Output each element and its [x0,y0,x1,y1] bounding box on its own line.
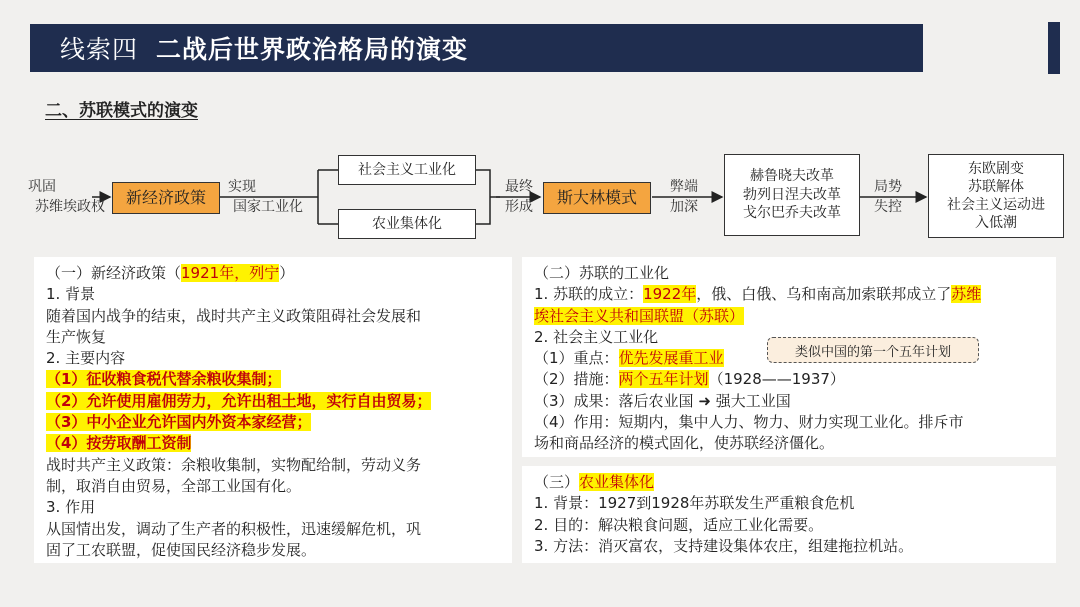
nep-heading [46,263,500,284]
section-title: 二、苏联模式的演变 [45,101,198,121]
measure-line [534,369,1044,390]
panel-nep [34,257,512,563]
focus-prefix: （1）重点： [534,349,619,368]
flow-label-loss-2: 失控 [874,198,902,215]
est-middle: ，俄、白俄、乌和南高加索联邦成立了 [696,285,952,304]
flow-label-flaws-2: 加深 [670,198,698,215]
nep-background-title: 1. 背景 [46,285,96,304]
collective-background: 1. 背景：1927到1928年苏联发生严重粮食危机 [534,494,855,513]
war-communism-text: 战时共产主义政策：余粮收集制，实物配给制，劳动义务 [46,455,422,474]
arrow-right-icon: ➜ [698,391,711,410]
flow-label-final-1: 最终 [505,179,533,195]
nep-heading-end: ） [279,264,295,282]
nep-content-title: 2. 主要内容 [46,349,126,368]
collective-heading-highlight: 农业集体化 [579,473,655,491]
outcome-item: 东欧剧变 [968,160,1024,177]
outcome-item: 社会主义运动进 [947,197,1045,213]
flow-label-flaws [662,178,706,217]
title-prefix: 线索四 [60,35,139,64]
nep-effect-title: 3. 作用 [46,498,96,517]
flow-label-final [497,178,541,217]
focus-highlight: 优先发展重工业 [618,349,724,368]
flow-label-flaws-1: 弊端 [670,179,698,195]
measure-prefix: （2）措施： [534,370,619,389]
flow-label-loss-of-control [866,178,910,217]
flow-label-consolidate-2: 苏维埃政权 [35,198,105,215]
outcome-item: 入低潮 [975,215,1017,232]
flow-label-consolidate-1: 巩固 [28,179,56,195]
flow-box-nep: 新经济政策 [112,182,220,214]
flow-label-realize [222,178,314,217]
nep-content-item: （1）征收粮食税代替余粮收集制； [46,370,282,389]
panel-collectivization [522,466,1056,563]
industrial-heading: （二）苏联的工业化 [534,264,670,282]
measure-years: （1928——1937） [708,370,845,389]
role-text: （4）作用：短期内，集中人力、物力、财力实现工业化。排斥市 [534,413,964,432]
role-text: 场和商品经济的模式固化，使苏联经济僵化。 [534,434,835,453]
flow-label-realize-1: 实现 [228,179,256,195]
flow-label-loss-1: 局势 [874,179,902,195]
nep-content-item: （4）按劳取酬工资制 [46,434,192,453]
socialist-industrialization-title: 2. 社会主义工业化 [534,327,659,346]
five-year-plan-note: 类似中国的第一个五年计划 [767,337,979,363]
nep-content-item: （2）允许使用雇佣劳力，允许出租土地，实行自由贸易； [46,391,432,410]
nep-content-item: （3）中小企业允许国内外资本家经营； [46,413,312,432]
reform-item: 勃列日涅夫改革 [743,186,841,203]
flow-box-industrialization: 社会主义工业化 [338,155,476,185]
ussr-establishment [534,284,1044,305]
outcome-item: 苏联解体 [968,178,1024,195]
nep-heading-text: （一）新经济政策（ [46,264,182,282]
reform-item: 戈尔巴乔夫改革 [743,205,841,222]
collective-method: 3. 方法：消灭富农，支持建设集体农庄，组建拖拉机站。 [534,536,914,555]
flow-box-reforms [724,154,860,236]
reform-item: 赫鲁晓夫改革 [750,167,834,184]
page-title: 二战后世界政治格局的演变 [156,35,469,64]
collective-heading [534,472,1044,493]
flow-label-consolidate [22,178,118,217]
flow-diagram [0,0,1080,250]
bracket-left [318,170,338,224]
nep-background-text: 生产恢复 [46,327,107,346]
est-year-highlight: 1922年 [643,285,697,304]
nep-effect-text: 固了工农联盟，促使国民经济稳步发展。 [46,540,317,559]
collective-goal: 2. 目的：解决粮食问题，适应工业化需要。 [534,515,824,534]
result-post: 强大工业国 [715,391,791,410]
flow-box-collectivization: 农业集体化 [338,209,476,239]
flow-label-realize-2: 国家工业化 [233,198,303,215]
flow-label-final-2: 形成 [505,198,533,215]
est-name-highlight: 埃社会主义共和国联盟（苏联） [534,306,745,325]
result-line [534,391,1044,412]
flow-box-stalin-model: 斯大林模式 [543,182,651,214]
nep-effect-text: 从国情出发，调动了生产者的积极性，迅速缓解危机，巩 [46,519,422,538]
nep-background-text: 随着国内战争的结束，战时共产主义政策阻碍社会发展和 [46,306,422,325]
est-name-highlight: 苏维 [951,285,982,304]
nep-heading-highlight: 1921年，列宁 [181,264,280,282]
flow-box-outcomes [928,154,1064,238]
est-prefix: 1. 苏联的成立： [534,285,644,304]
collective-heading-prefix: （三） [534,473,580,491]
measure-highlight: 两个五年计划 [618,370,709,389]
result-prefix: （3）成果：落后农业国 [534,391,694,410]
war-communism-text: 制，取消自由贸易，全部工业国有化。 [46,476,302,495]
